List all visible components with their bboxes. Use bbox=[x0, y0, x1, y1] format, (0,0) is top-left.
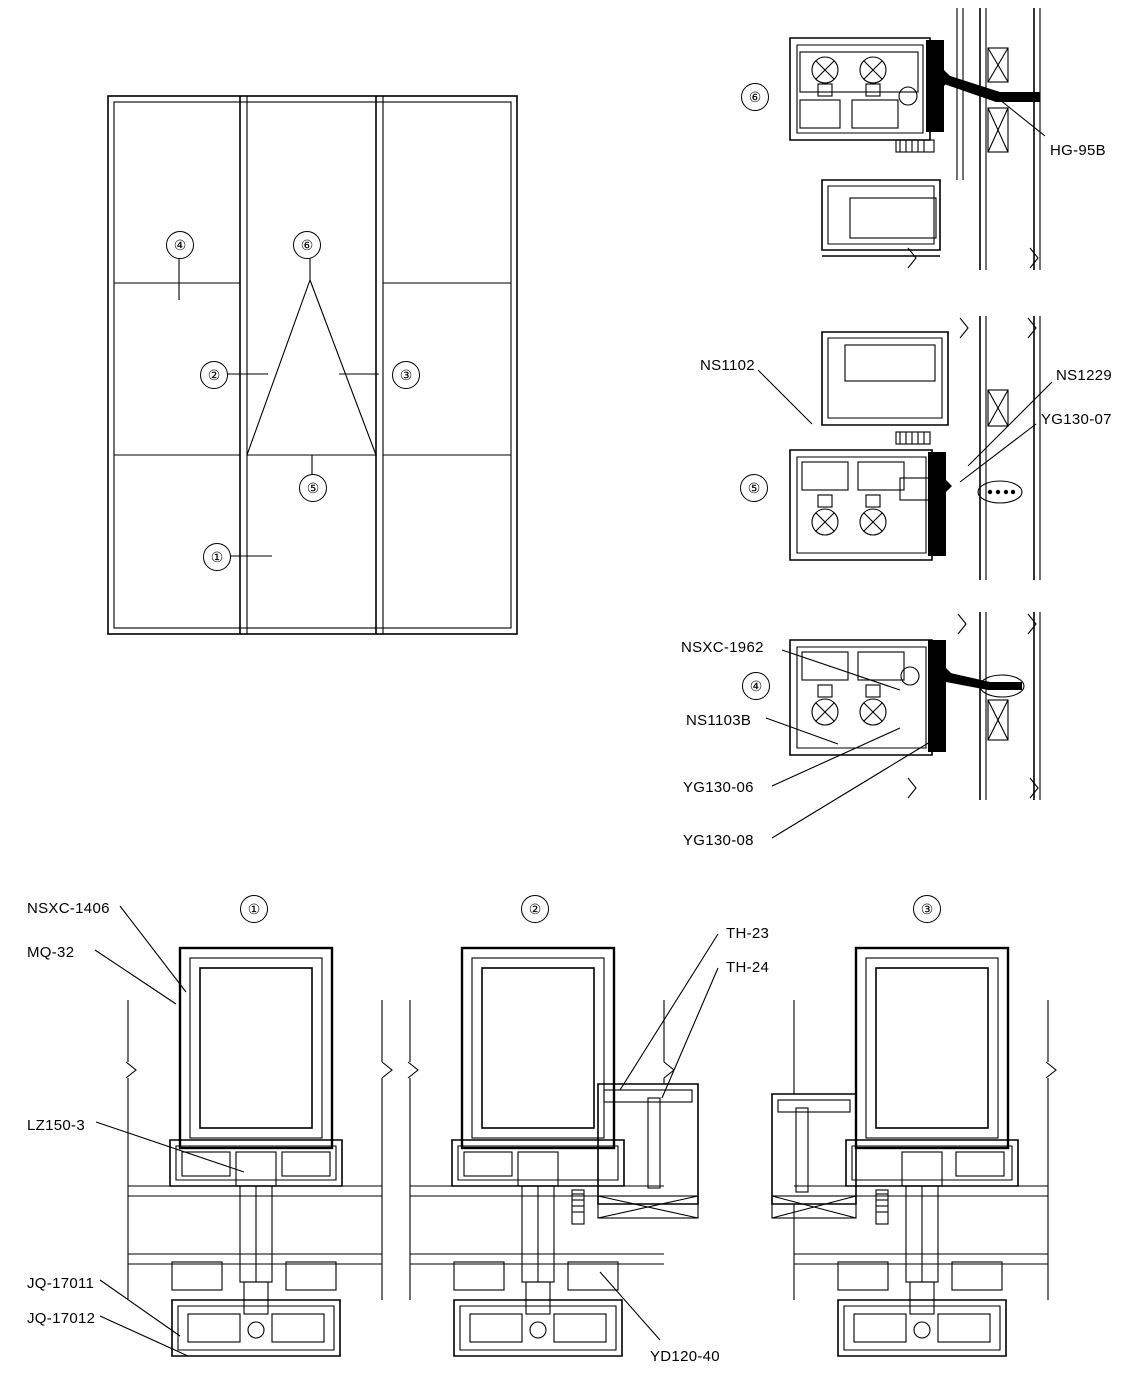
detail-4-section bbox=[766, 612, 1040, 838]
part-label-yg130-08: YG130-08 bbox=[683, 832, 754, 849]
detail-marker-3[interactable]: ③ bbox=[913, 895, 941, 923]
part-label-yg130-07: YG130-07 bbox=[1041, 411, 1112, 428]
part-label-nsxc-1406: NSXC-1406 bbox=[27, 900, 110, 917]
detail-marker-2[interactable]: ② bbox=[521, 895, 549, 923]
part-label-yd120-40: YD120-40 bbox=[650, 1348, 720, 1365]
part-label-th-24: TH-24 bbox=[726, 959, 770, 976]
detail-6-section bbox=[790, 8, 1045, 270]
detail-3-section bbox=[772, 948, 1056, 1356]
part-label-hg-95b: HG-95B bbox=[1050, 142, 1106, 159]
elevation-marker-2[interactable]: ② bbox=[200, 361, 228, 389]
detail-marker-1[interactable]: ① bbox=[240, 895, 268, 923]
detail-1-section bbox=[95, 906, 392, 1356]
part-label-ns1103b: NS1103B bbox=[686, 712, 752, 729]
elevation-frame bbox=[108, 96, 517, 634]
part-label-jq-17012: JQ-17012 bbox=[27, 1310, 96, 1327]
elevation-marker-1[interactable]: ① bbox=[203, 543, 231, 571]
part-label-mq-32: MQ-32 bbox=[27, 944, 75, 961]
part-label-jq-17011: JQ-17011 bbox=[27, 1275, 95, 1292]
detail-marker-4[interactable]: ④ bbox=[742, 672, 770, 700]
elevation-marker-6[interactable]: ⑥ bbox=[293, 231, 321, 259]
detail-5-section bbox=[758, 316, 1052, 580]
part-label-nsxc-1962: NSXC-1962 bbox=[681, 639, 764, 656]
detail-2-section bbox=[408, 934, 718, 1356]
elevation-marker-4[interactable]: ④ bbox=[166, 231, 194, 259]
elevation-marker-5[interactable]: ⑤ bbox=[299, 474, 327, 502]
part-label-ns1102: NS1102 bbox=[700, 357, 755, 374]
detail-marker-6[interactable]: ⑥ bbox=[741, 83, 769, 111]
part-label-yg130-06: YG130-06 bbox=[683, 779, 754, 796]
part-label-th-23: TH-23 bbox=[726, 925, 770, 942]
part-label-lz150-3: LZ150-3 bbox=[27, 1117, 85, 1134]
detail-marker-5[interactable]: ⑤ bbox=[740, 474, 768, 502]
elevation-marker-3[interactable]: ③ bbox=[392, 361, 420, 389]
part-label-ns1229: NS1229 bbox=[1056, 367, 1113, 384]
